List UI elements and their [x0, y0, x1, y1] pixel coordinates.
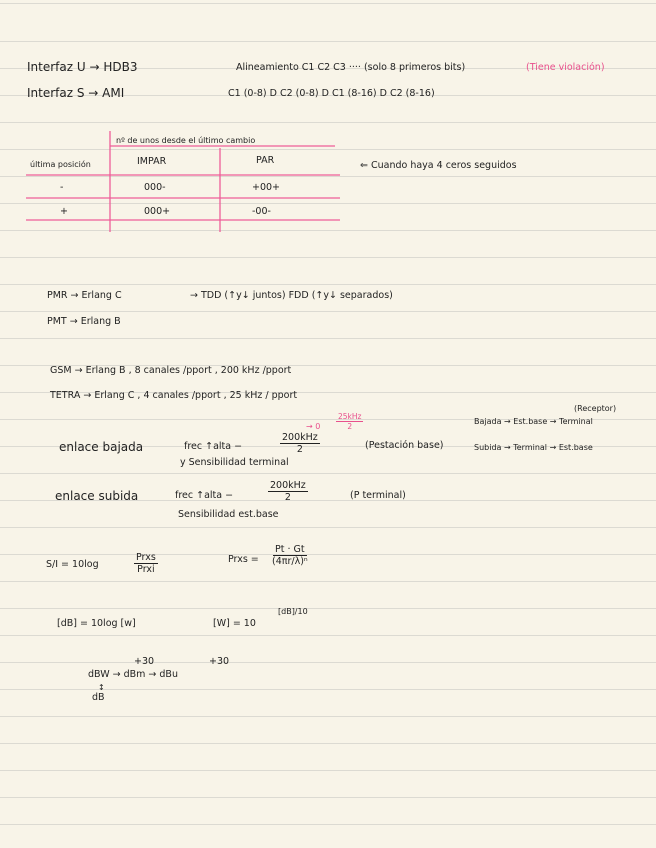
- pink-fraction: 25kHz 2: [338, 412, 362, 431]
- conv-plus30-first: +30: [134, 656, 155, 667]
- conv-arrow-down: ↕: [98, 683, 105, 692]
- table-note: ⇐ Cuando haya 4 ceros seguidos: [360, 160, 517, 171]
- violation-note: (Tiene violación): [526, 62, 605, 73]
- prx-fraction: $\frac{Pt \cdot Gt}{\text{(4πr/λ)ⁿ}}$: [272, 544, 308, 567]
- interfaz-u-line: Interfaz U → HDB3: [27, 60, 138, 74]
- prx-formula: Prxs =: [228, 554, 259, 565]
- table-col-par: PAR: [256, 155, 275, 166]
- w-exponent: [dB]/10: [278, 607, 308, 616]
- table-row-par: -00-: [252, 206, 271, 217]
- table-row-impar: 000-: [144, 182, 166, 193]
- subida-note: (P terminal): [350, 490, 406, 501]
- gsm-line: GSM → Erlang B , 8 canales /pport , 200 kHz /pport: [50, 365, 292, 376]
- w-formula: [W] = 10: [213, 618, 256, 629]
- interfaz-s-line: Interfaz S → AMI: [27, 86, 125, 100]
- pmt-line: PMT → Erlang B: [47, 316, 121, 327]
- conv-db-label: dB: [92, 692, 105, 703]
- db-formula: [dB] = 10log [w]: [57, 618, 136, 629]
- table-col-ultima-posicion: última posición: [30, 160, 91, 169]
- conv-plus30-second: +30: [209, 656, 230, 667]
- subida-direction: Subida → Terminal → Est.base: [474, 443, 593, 452]
- pmr-duplex-line: → TDD (↑y↓ juntos) FDD (↑y↓ separados): [190, 290, 393, 301]
- tetra-line: TETRA → Erlang C , 4 canales /pport , 25 kHz / pport: [50, 390, 298, 401]
- receptor-label: (Receptor): [574, 404, 617, 413]
- subida-formula: frec ↑alta −: [175, 490, 234, 501]
- enlace-bajada-label: enlace bajada: [59, 440, 144, 454]
- table-col-impar: IMPAR: [137, 156, 167, 167]
- table-row-pos: +: [60, 206, 68, 217]
- bajada-note: (Pestación base): [365, 440, 444, 451]
- si-fraction: Prxs Prxi: [136, 552, 156, 575]
- table-row-pos: -: [60, 182, 64, 193]
- pink-annotation: → 0: [306, 422, 321, 431]
- bajada-sensibilidad: y Sensibilidad terminal: [180, 457, 289, 468]
- alineamiento-line: Alineamiento C1 C2 C3 ···· (solo 8 primeros bits): [236, 62, 466, 73]
- bajada-formula: frec ↑alta −: [184, 441, 243, 452]
- unit-conversion-chain: dBW → dBm → dBu: [88, 669, 178, 680]
- subida-sensibilidad: Sensibilidad est.base: [178, 509, 279, 520]
- enlace-subida-label: enlace subida: [55, 489, 139, 503]
- channel-sequence-line: C1 (0-8) D C2 (0-8) D C1 (8-16) D C2 (8-16): [228, 88, 435, 99]
- si-formula: S/I = 10log: [46, 559, 99, 570]
- bajada-direction: Bajada → Est.base → Terminal: [474, 417, 593, 426]
- table-top-header: nº de unos desde el último cambio: [116, 136, 256, 145]
- table-row-impar: 000+: [144, 206, 171, 217]
- subida-fraction: 200kHz 2: [270, 480, 306, 503]
- table-row-par: +00+: [252, 182, 281, 193]
- pmr-line: PMR → Erlang C: [47, 290, 122, 301]
- bajada-fraction: 200kHz 2: [282, 432, 318, 455]
